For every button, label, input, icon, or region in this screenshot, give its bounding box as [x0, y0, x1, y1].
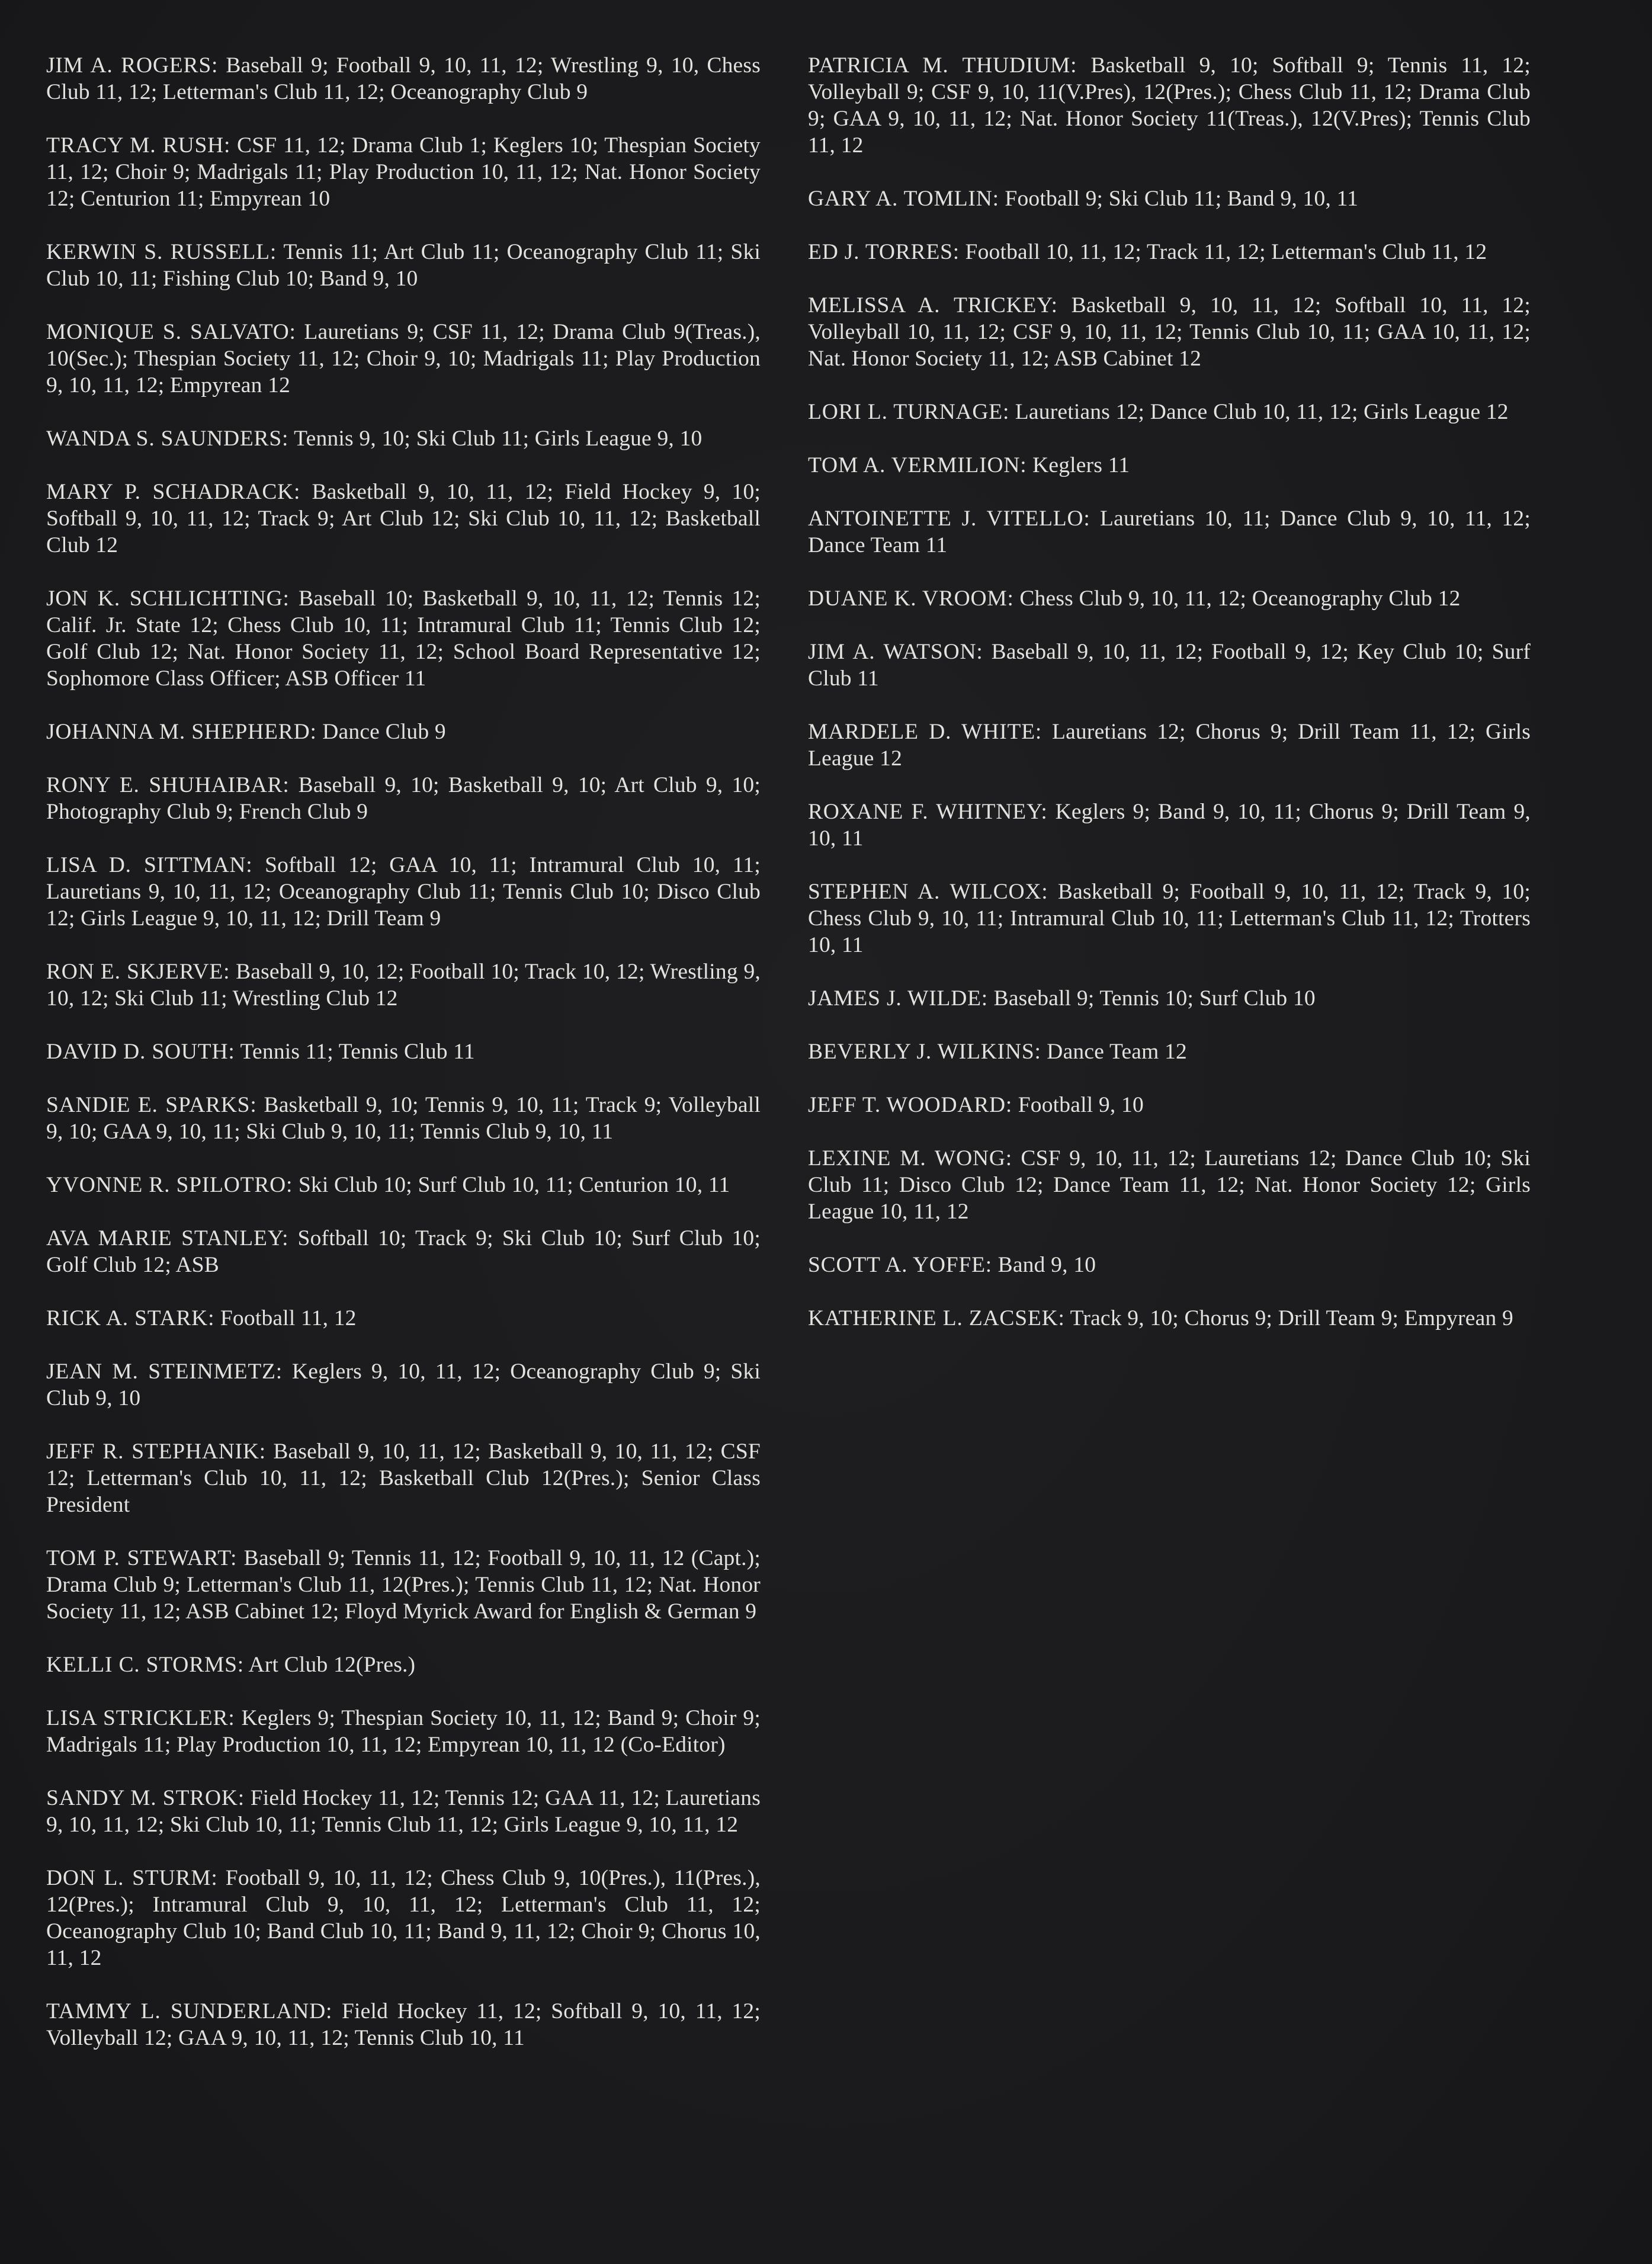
student-name: DAVID D. SOUTH:: [46, 1040, 235, 1064]
senior-entry: [808, 1038, 1531, 1065]
student-name: LEXINE M. WONG:: [808, 1146, 1012, 1171]
senior-entry: [808, 585, 1531, 612]
student-activities: Baseball 9; Tennis 10; Surf Club 10: [993, 986, 1316, 1011]
senior-entry: [46, 239, 761, 292]
student-activities: Baseball 9, 10, 11, 12; Basketball 9, 10, 11, 12; CSF 12; Letterman's Club 10, 11, 12; Basketball Club 12(Pres.); Senior Class President: [46, 1439, 761, 1517]
student-activities: Chess Club 9, 10, 11, 12; Oceanography Club 12: [1019, 586, 1461, 611]
student-name: PATRICIA M. THUDIUM:: [808, 53, 1077, 78]
student-activities: Ski Club 10; Surf Club 10, 11; Centurion 10, 11: [298, 1173, 730, 1197]
student-name: SCOTT A. YOFFE:: [808, 1253, 993, 1277]
senior-entry: [46, 1225, 761, 1278]
student-activities: Softball 10; Track 9; Ski Club 10; Surf Club 10; Golf Club 12; ASB: [46, 1226, 761, 1277]
senior-entry: [808, 985, 1531, 1012]
student-activities: Baseball 10; Basketball 9, 10, 11, 12; Tennis 12; Calif. Jr. State 12; Chess Club 10, 11; Intramural Club 11; Tennis Club 12; Golf Club 12; Nat. Honor Society 11, 12; School Board Representative 12; Sophomore Class Officer; ASB Officer 11: [46, 586, 761, 691]
student-name: STEPHEN A. WILCOX:: [808, 880, 1048, 904]
student-activities: Basketball 9, 10; Softball 9; Tennis 11, 12; Volleyball 9; CSF 9, 10, 11(V.Pres), 12(Pres.); Chess Club 11, 12; Drama Club 9; GAA 9, 10, 11, 12; Nat. Honor Society 11(Treas.), 12(V.Pres); Tennis Club 11, 12: [808, 53, 1531, 158]
student-activities: Keglers 9; Band 9, 10, 11; Chorus 9; Drill Team 9, 10, 11: [808, 800, 1531, 851]
student-activities: Lauretians 9; CSF 11, 12; Drama Club 9(Treas.), 10(Sec.); Thespian Society 11, 12; Choir 9, 10; Madrigals 11; Play Production 9, 10, 11, 12; Empyrean 12: [46, 320, 761, 397]
senior-entry: [808, 1305, 1531, 1332]
student-name: SANDY M. STROK:: [46, 1786, 245, 1810]
student-name: TOM P. STEWART:: [46, 1546, 238, 1570]
senior-entry: [46, 319, 761, 399]
student-name: TRACY M. RUSH:: [46, 133, 231, 158]
student-activities: Track 9, 10; Chorus 9; Drill Team 9; Empyrean 9: [1070, 1306, 1513, 1330]
senior-entry: [46, 52, 761, 105]
senior-entry: [46, 719, 761, 745]
student-name: AVA MARIE STANLEY:: [46, 1226, 289, 1250]
senior-entry: [808, 399, 1531, 425]
senior-entry: [46, 1358, 761, 1412]
student-activities: Lauretians 12; Chorus 9; Drill Team 11, 12; Girls League 12: [808, 720, 1531, 771]
student-name: TAMMY L. SUNDERLAND:: [46, 1999, 333, 2024]
student-activities: Field Hockey 11, 12; Softball 9, 10, 11, 12; Volleyball 12; GAA 9, 10, 11, 12; Tennis Club 10, 11: [46, 1999, 761, 2050]
senior-entry: [808, 719, 1531, 772]
senior-entry: [46, 1172, 761, 1198]
student-name: JIM A. WATSON:: [808, 640, 983, 664]
right-column: [808, 52, 1531, 1358]
senior-entry: [808, 1092, 1531, 1118]
student-activities: Keglers 11: [1032, 453, 1130, 477]
senior-entry: [808, 239, 1531, 265]
student-activities: Football 9, 10, 11, 12; Chess Club 9, 10(Pres.), 11(Pres.), 12(Pres.); Intramural Club 9, 10, 11, 12; Letterman's Club 11, 12; Oceanography Club 10; Band Club 10, 11; Band 9, 11, 12; Choir 9; Chorus 10, 11, 12: [46, 1866, 761, 1970]
student-name: JEFF R. STEPHANIK:: [46, 1439, 266, 1464]
senior-entry: [46, 772, 761, 825]
student-name: DUANE K. VROOM:: [808, 586, 1014, 611]
senior-entry: [46, 958, 761, 1012]
senior-entry: [808, 799, 1531, 852]
senior-entry: [46, 852, 761, 932]
senior-entry: [808, 639, 1531, 692]
senior-entry: [46, 1651, 761, 1678]
student-activities: Baseball 9; Tennis 11, 12; Football 9, 10, 11, 12 (Capt.); Drama Club 9; Letterman's Club 11, 12(Pres.); Tennis Club 11, 12; Nat. Honor Society 11, 12; ASB Cabinet 12; Floyd Myrick Award for English & German 9: [46, 1546, 761, 1624]
senior-entry: [46, 1438, 761, 1518]
student-name: JEAN M. STEINMETZ:: [46, 1359, 283, 1384]
student-activities: Tennis 11; Art Club 11; Oceanography Club 11; Ski Club 10, 11; Fishing Club 10; Band 9, 10: [46, 240, 761, 291]
student-activities: Baseball 9, 10, 12; Football 10; Track 10, 12; Wrestling 9, 10, 12; Ski Club 11; Wrestling Club 12: [46, 960, 761, 1011]
student-activities: Field Hockey 11, 12; Tennis 12; GAA 11, 12; Lauretians 9, 10, 11, 12; Ski Club 10, 11; Tennis Club 11, 12; Girls League 9, 10, 11, 12: [46, 1786, 761, 1837]
senior-entry: [808, 52, 1531, 159]
student-name: JAMES J. WILDE:: [808, 986, 989, 1011]
student-activities: CSF 9, 10, 11, 12; Lauretians 12; Dance Club 10; Ski Club 11; Disco Club 12; Dance Team 11, 12; Nat. Honor Society 12; Girls League 10, 11, 12: [808, 1146, 1531, 1224]
senior-entry: [46, 1998, 761, 2051]
senior-entry: [808, 1145, 1531, 1225]
student-activities: Lauretians 12; Dance Club 10, 11, 12; Girls League 12: [1015, 400, 1509, 424]
student-activities: Basketball 9, 10, 11, 12; Softball 10, 11, 12; Volleyball 10, 11, 12; CSF 9, 10, 11, 12; Tennis Club 10, 11; GAA 10, 11, 12; Nat. Honor Society 11, 12; ASB Cabinet 12: [808, 293, 1531, 371]
student-activities: Football 11, 12: [220, 1306, 357, 1330]
student-activities: Football 9, 10: [1018, 1093, 1144, 1117]
senior-entry: [46, 1785, 761, 1838]
senior-entry: [808, 185, 1531, 212]
student-activities: CSF 11, 12; Drama Club 1; Keglers 10; Thespian Society 11, 12; Choir 9; Madrigals 11; Play Production 10, 11, 12; Nat. Honor Society 12; Centurion 11; Empyrean 10: [46, 133, 761, 211]
student-name: RONY E. SHUHAIBAR:: [46, 773, 290, 797]
student-activities: Dance Team 12: [1047, 1040, 1187, 1064]
student-name: ED J. TORRES:: [808, 240, 960, 264]
student-name: YVONNE R. SPILOTRO:: [46, 1173, 293, 1197]
student-activities: Tennis 11; Tennis Club 11: [240, 1040, 475, 1064]
senior-entry: [808, 1252, 1531, 1278]
student-name: DON L. STURM:: [46, 1866, 218, 1890]
senior-entry: [808, 878, 1531, 958]
student-name: JEFF T. WOODARD:: [808, 1093, 1013, 1117]
student-name: TOM A. VERMILION:: [808, 453, 1027, 477]
senior-entry: [46, 1092, 761, 1145]
student-activities: Tennis 9, 10; Ski Club 11; Girls League 9, 10: [294, 426, 702, 451]
student-activities: Baseball 9, 10, 11, 12; Football 9, 12; Key Club 10; Surf Club 11: [808, 640, 1531, 691]
student-name: JON K. SCHLICHTING:: [46, 586, 290, 611]
student-name: LORI L. TURNAGE:: [808, 400, 1010, 424]
student-name: JIM A. ROGERS:: [46, 53, 219, 78]
student-name: MARY P. SCHADRACK:: [46, 480, 301, 504]
senior-entry: [808, 505, 1531, 559]
senior-entry: [46, 1038, 761, 1065]
senior-entry: [46, 585, 761, 692]
student-activities: Keglers 9, 10, 11, 12; Oceanography Club 9; Ski Club 9, 10: [46, 1359, 761, 1410]
student-name: MONIQUE S. SALVATO:: [46, 320, 296, 344]
student-name: JOHANNA M. SHEPHERD:: [46, 720, 317, 744]
senior-entry: [46, 1305, 761, 1332]
student-activities: Basketball 9; Football 9, 10, 11, 12; Track 9, 10; Chess Club 9, 10, 11; Intramural Club 10, 11; Letterman's Club 11, 12; Trotters 10, 11: [808, 880, 1531, 957]
student-name: KATHERINE L. ZACSEK:: [808, 1306, 1065, 1330]
student-activities: Dance Club 9: [322, 720, 446, 744]
student-activities: Basketball 9, 10, 11, 12; Field Hockey 9, 10; Softball 9, 10, 11, 12; Track 9; Art Club 12; Ski Club 10, 11, 12; Basketball Club 12: [46, 480, 761, 557]
senior-entry: [46, 132, 761, 212]
student-name: LISA STRICKLER:: [46, 1706, 235, 1730]
student-activities: Baseball 9, 10; Basketball 9, 10; Art Club 9, 10; Photography Club 9; French Club 9: [46, 773, 761, 824]
student-name: MARDELE D. WHITE:: [808, 720, 1042, 744]
left-column: [46, 52, 761, 2078]
student-name: KELLI C. STORMS:: [46, 1653, 245, 1677]
student-name: WANDA S. SAUNDERS:: [46, 426, 289, 451]
student-activities: Softball 12; GAA 10, 11; Intramural Club 10, 11; Lauretians 9, 10, 11, 12; Oceanography Club 11; Tennis Club 10; Disco Club 12; Girls League 9, 10, 11, 12; Drill Team 9: [46, 853, 761, 931]
student-name: RON E. SKJERVE:: [46, 960, 230, 984]
senior-entry: [46, 1865, 761, 1971]
student-name: GARY A. TOMLIN:: [808, 187, 999, 211]
student-name: SANDIE E. SPARKS:: [46, 1093, 257, 1117]
student-activities: Football 9; Ski Club 11; Band 9, 10, 11: [1005, 187, 1359, 211]
student-name: ROXANE F. WHITNEY:: [808, 800, 1048, 824]
student-activities: Art Club 12(Pres.): [248, 1653, 416, 1677]
student-name: KERWIN S. RUSSELL:: [46, 240, 277, 264]
student-activities: Basketball 9, 10; Tennis 9, 10, 11; Track 9; Volleyball 9, 10; GAA 9, 10, 11; Ski Club 9, 10, 11; Tennis Club 9, 10, 11: [46, 1093, 761, 1144]
student-name: LISA D. SITTMAN:: [46, 853, 253, 877]
student-activities: Football 10, 11, 12; Track 11, 12; Letterman's Club 11, 12: [965, 240, 1487, 264]
senior-entry: [808, 452, 1531, 479]
student-activities: Keglers 9; Thespian Society 10, 11, 12; Band 9; Choir 9; Madrigals 11; Play Production 10, 11, 12; Empyrean 10, 11, 12 (Co-Editor): [46, 1706, 761, 1757]
student-activities: Band 9, 10: [997, 1253, 1096, 1277]
senior-entry: [46, 1545, 761, 1625]
senior-entry: [46, 479, 761, 559]
student-activities: Baseball 9; Football 9, 10, 11, 12; Wrestling 9, 10, Chess Club 11, 12; Letterman's Club 11, 12; Oceanography Club 9: [46, 53, 761, 104]
senior-entry: [46, 1705, 761, 1758]
senior-entry: [46, 425, 761, 452]
student-name: ANTOINETTE J. VITELLO:: [808, 506, 1090, 531]
senior-entry: [808, 292, 1531, 372]
student-activities: Lauretians 10, 11; Dance Club 9, 10, 11, 12; Dance Team 11: [808, 506, 1531, 557]
student-name: RICK A. STARK:: [46, 1306, 215, 1330]
student-name: MELISSA A. TRICKEY:: [808, 293, 1058, 318]
student-name: BEVERLY J. WILKINS:: [808, 1040, 1041, 1064]
